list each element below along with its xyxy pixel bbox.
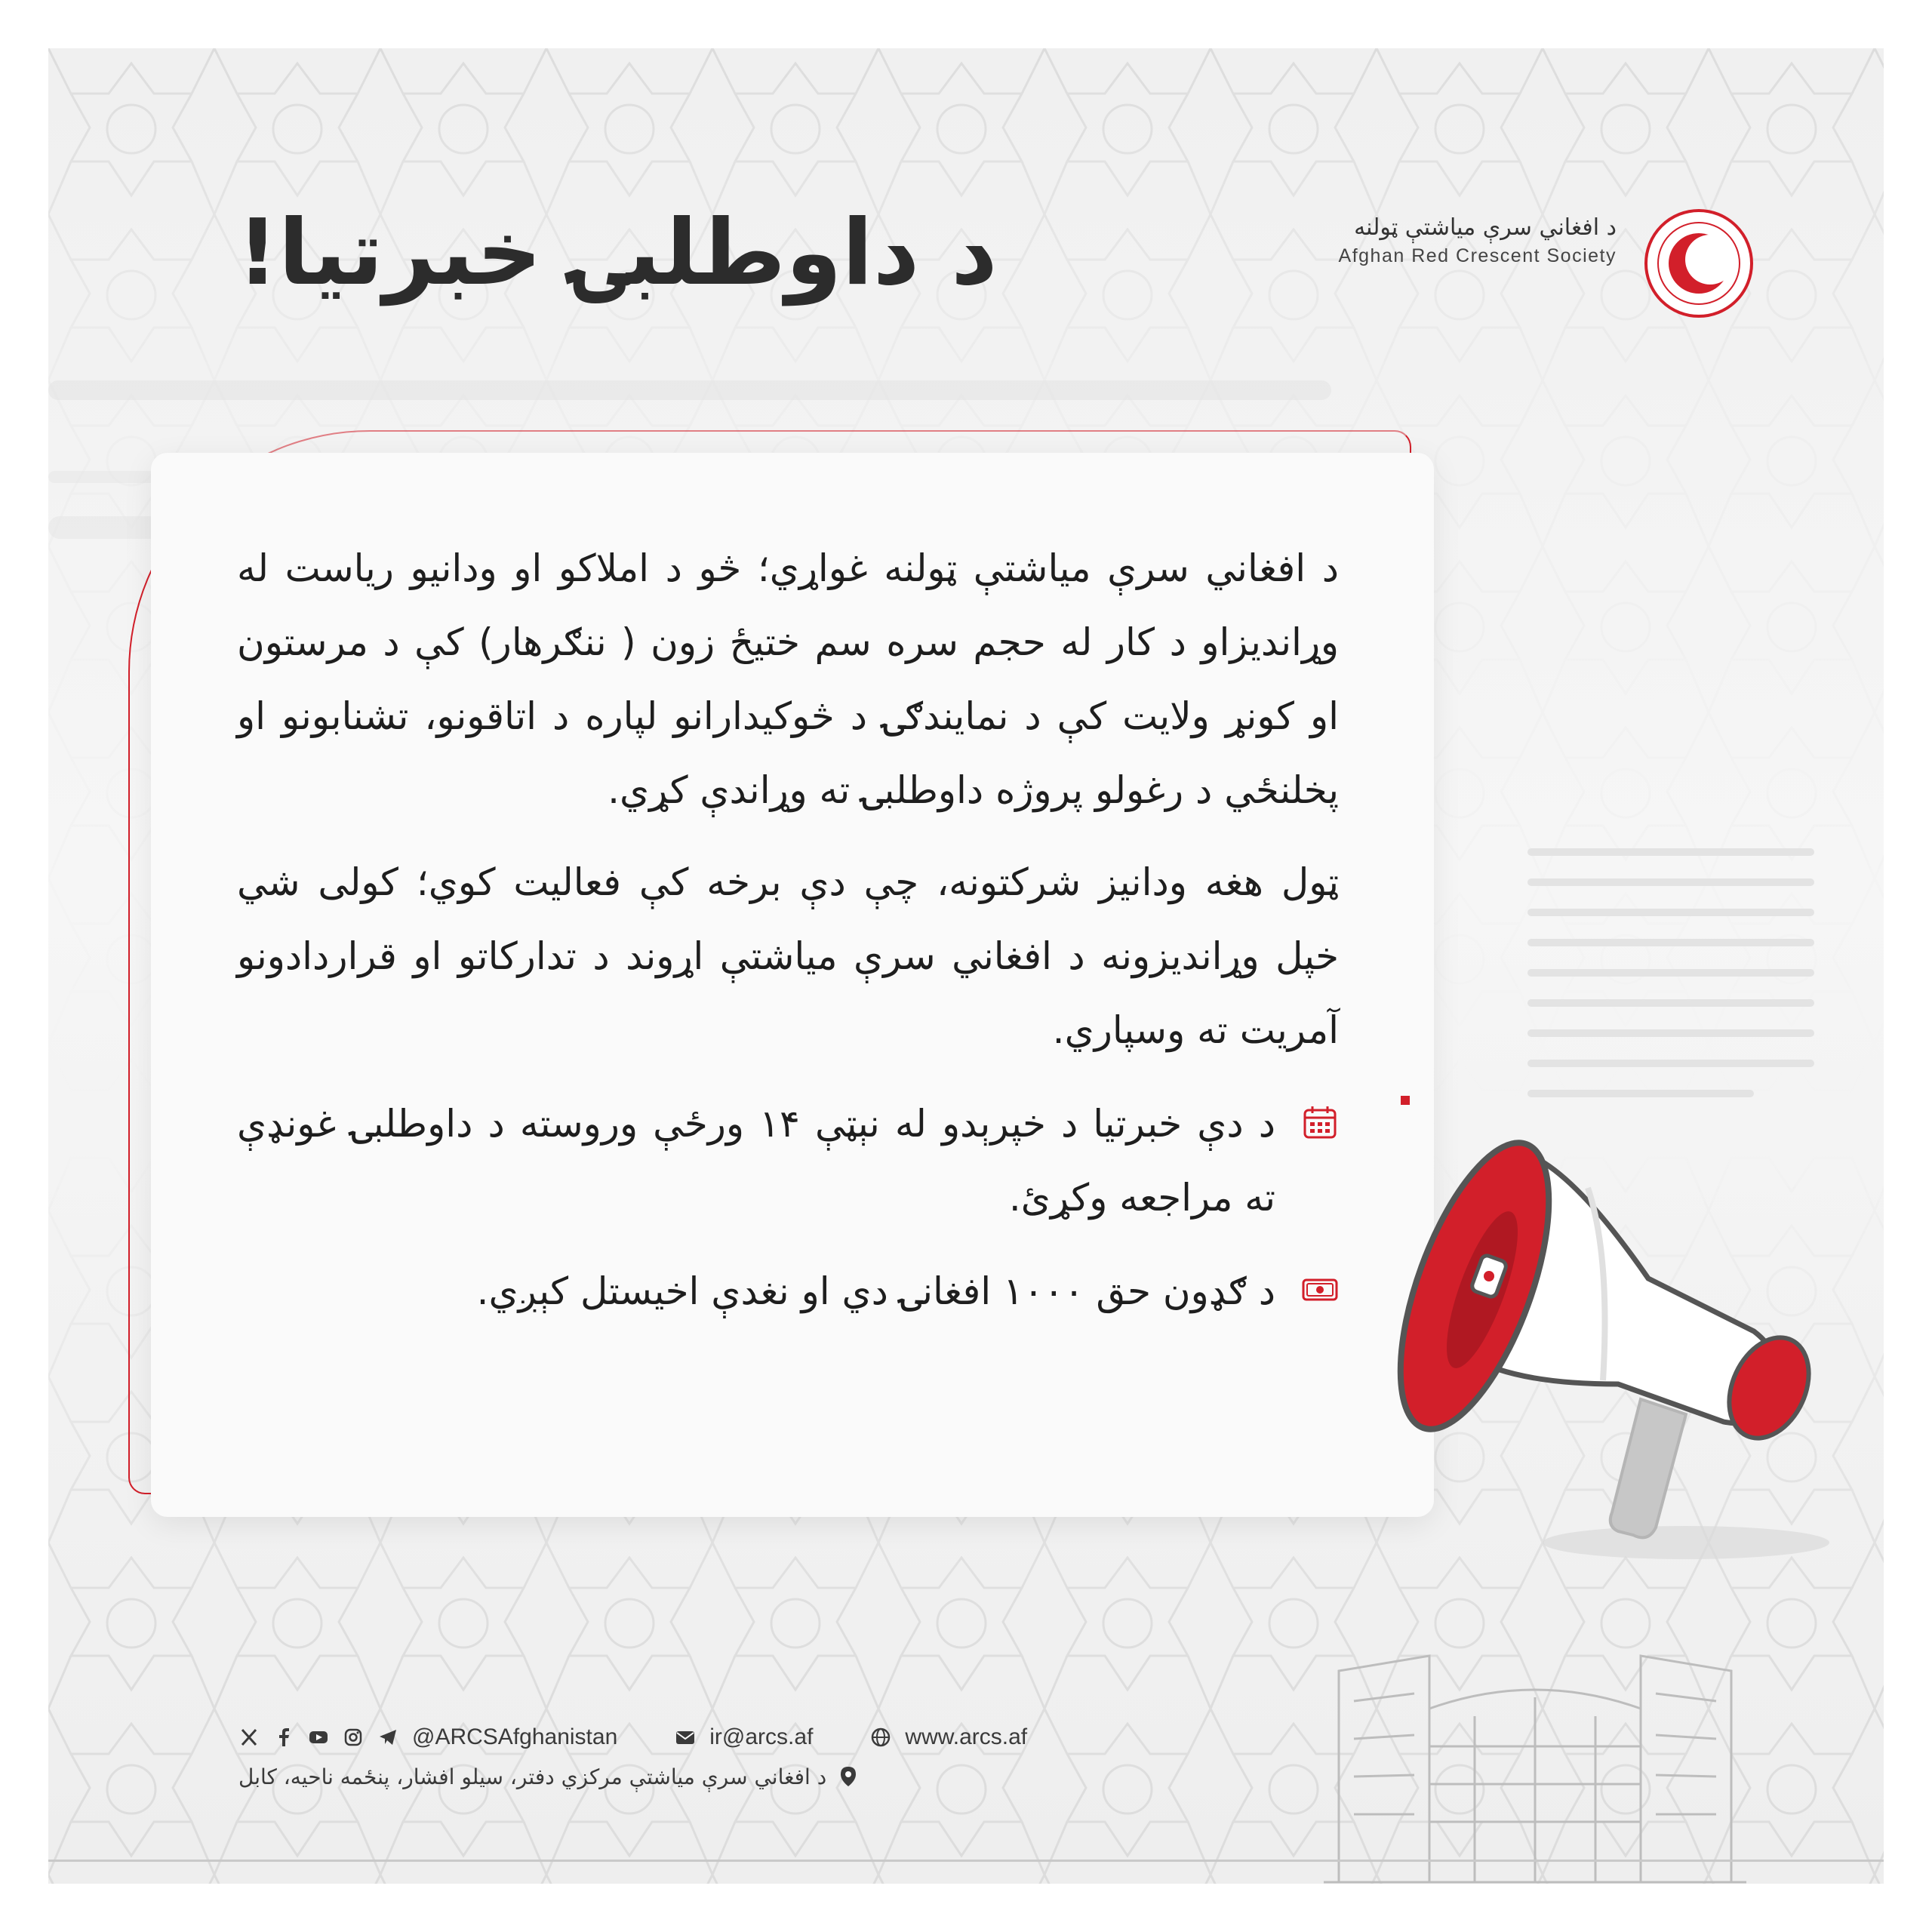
headquarters-building-outline	[1324, 1641, 1746, 1884]
organization-name-pashto: د افغاني سرې میاشتې ټولنه	[1354, 214, 1617, 241]
facebook-icon[interactable]	[273, 1727, 294, 1748]
footer-divider	[48, 1860, 1884, 1862]
megaphone-illustration	[1331, 1090, 1884, 1573]
location-pin-icon	[838, 1765, 858, 1788]
bullet-date	[237, 1087, 1339, 1235]
website-link[interactable]: www.arcs.af	[905, 1724, 1028, 1749]
paragraph-project: د افغاني سرې میاشتې ټولنه غواړي؛ څو د املاکو او ودانیو ریاست له وړاندیزاو د کار له حجم سره سم ختیځ زون ( ننګرهار) کې د مرستون او کونړ ولایت کې د نمایندګۍ د څوکیدارانو لپاره د اتاقونو، تشنابونو او پخلنځي د رغولو پروژه داوطلبۍ ته وړاندې کړي.	[237, 546, 1339, 812]
footer-address	[238, 1761, 858, 1792]
red-crescent-logo	[1642, 207, 1755, 320]
page-title: د داوطلبۍ خبرتیا!	[237, 201, 998, 306]
x-icon[interactable]	[238, 1727, 260, 1748]
address-text: د افغاني سرې میاشتې مرکزي دفتر، سیلو افشار، پنځمه ناحیه، کابل	[238, 1764, 827, 1789]
email-link[interactable]: ir@arcs.af	[709, 1724, 814, 1749]
globe-icon	[870, 1727, 891, 1748]
bullet-date-text: د دې خبرتیا د خپرېدو له نېټې ۱۴ ورځې وروسته د داوطلبۍ غونډې ته مراجعه وکړئ.	[237, 1102, 1275, 1220]
paragraph-submission: ټول هغه ودانیز شرکتونه، چې دې برخه کې فعالیت کوي؛ کولی شي خپل وړاندیزونه د افغاني سرې میاشتې اړوند د تدارکاتو او قراردادونو آمریت ته وسپاري.	[237, 860, 1339, 1052]
instagram-icon[interactable]	[343, 1727, 364, 1748]
footer-contacts	[238, 1722, 1027, 1752]
bullet-fee	[237, 1254, 1339, 1328]
mail-icon	[675, 1727, 696, 1748]
social-handle[interactable]: @ARCSAfghanistan	[412, 1724, 618, 1749]
organization-name	[1339, 214, 1617, 267]
youtube-icon[interactable]	[308, 1727, 329, 1748]
announcement-body	[237, 531, 1339, 1328]
bullet-fee-text: د ګډون حق ۱۰۰۰ افغانۍ دي او نغدې اخیستل کېږي.	[476, 1269, 1275, 1313]
post-canvas	[48, 48, 1884, 1884]
organization-name-english: Afghan Red Crescent Society	[1338, 245, 1617, 266]
telegram-icon[interactable]	[377, 1727, 398, 1748]
